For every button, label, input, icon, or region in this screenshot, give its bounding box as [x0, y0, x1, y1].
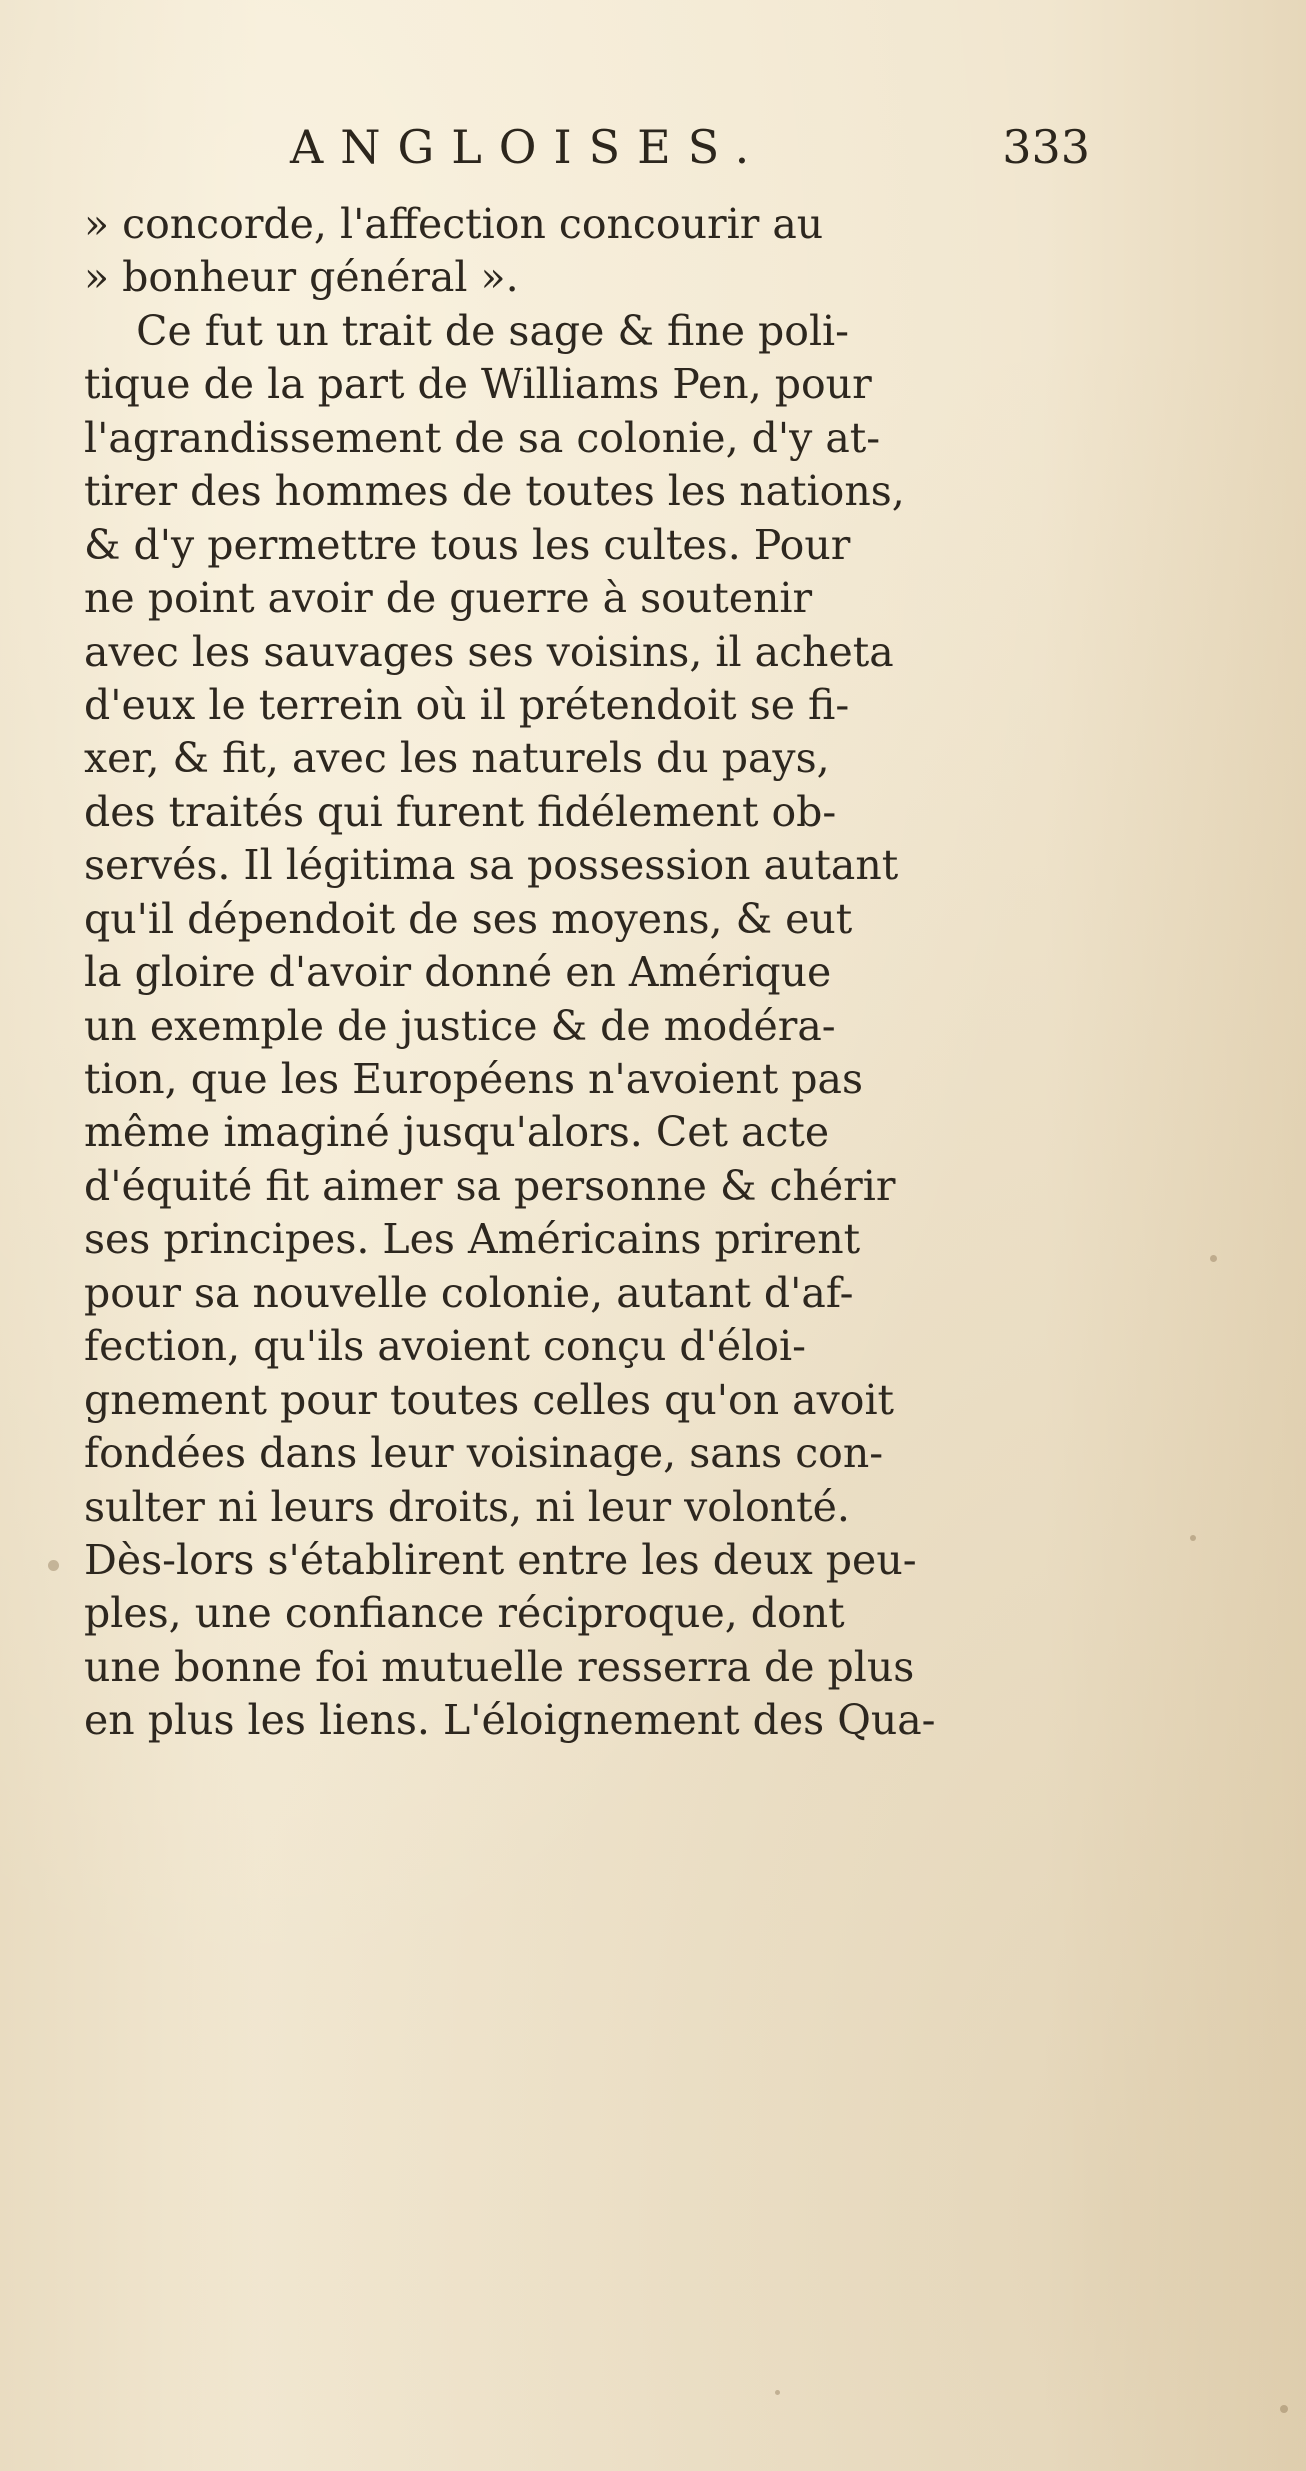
paper-spot — [1280, 2405, 1288, 2413]
text-line: ses principes. Les Américains prirent — [84, 1215, 861, 1264]
text-line: tirer des hommes de toutes les nations, — [84, 467, 905, 516]
page-number: 333 — [1002, 120, 1090, 174]
text-line: fondées dans leur voisinage, sans con- — [84, 1429, 884, 1478]
text-line: la gloire d'avoir donné en Amérique — [84, 948, 832, 997]
paper-spot — [1210, 1255, 1217, 1262]
text-line: sulter ni leurs droits, ni leur volonté. — [84, 1482, 850, 1531]
text-line: & d'y permettre tous les cultes. Pour — [84, 520, 851, 569]
text-line: pour sa nouvelle colonie, autant d'af- — [84, 1268, 854, 1317]
paper-spot — [48, 1560, 59, 1571]
text-line: servés. Il légitima sa possession autant — [84, 841, 899, 890]
body-text — [84, 198, 1114, 1748]
text-line: gnement pour toutes celles qu'on avoit — [84, 1375, 895, 1424]
text-line: avec les sauvages ses voisins, il acheta — [84, 627, 894, 676]
page-header — [290, 120, 1090, 180]
text-line: même imaginé jusqu'alors. Cet acte — [84, 1108, 830, 1157]
text-line: ne point avoir de guerre à soutenir — [84, 574, 813, 623]
text-line: des traités qui furent fidélement ob- — [84, 787, 837, 836]
text-line: d'équité fit aimer sa personne & chérir — [84, 1161, 896, 1210]
text-line: tique de la part de Williams Pen, pour — [84, 360, 872, 409]
text-line: xer, & fit, avec les naturels du pays, — [84, 734, 830, 783]
text-line: tion, que les Européens n'avoient pas — [84, 1055, 863, 1103]
text-line: Dès-lors s'établirent entre les deux peu- — [84, 1535, 917, 1584]
text-line: » bonheur général ». — [84, 253, 519, 302]
text-line: qu'il dépendoit de ses moyens, & eut — [84, 894, 853, 943]
paper-spot — [775, 2390, 780, 2395]
paper-spot — [1190, 1535, 1196, 1541]
text-line: un exemple de justice & de modéra- — [84, 1001, 836, 1050]
text-line: fection, qu'ils avoient conçu d'éloi- — [84, 1322, 806, 1371]
text-line: ples, une confiance réciproque, dont — [84, 1589, 845, 1638]
text-line: en plus les liens. L'éloignement des Qua- — [84, 1696, 936, 1745]
text-line: d'eux le terrein où il prétendoit se fi- — [84, 680, 850, 729]
text-line: Ce fut un trait de sage & fine poli- — [84, 306, 850, 355]
text-line: une bonne foi mutuelle resserra de plus — [84, 1642, 915, 1691]
text-line: » concorde, l'affection concourir au — [84, 200, 824, 248]
text-line: l'agrandissement de sa colonie, d'y at- — [84, 413, 881, 462]
running-title: ANGLOISES. — [290, 120, 767, 174]
